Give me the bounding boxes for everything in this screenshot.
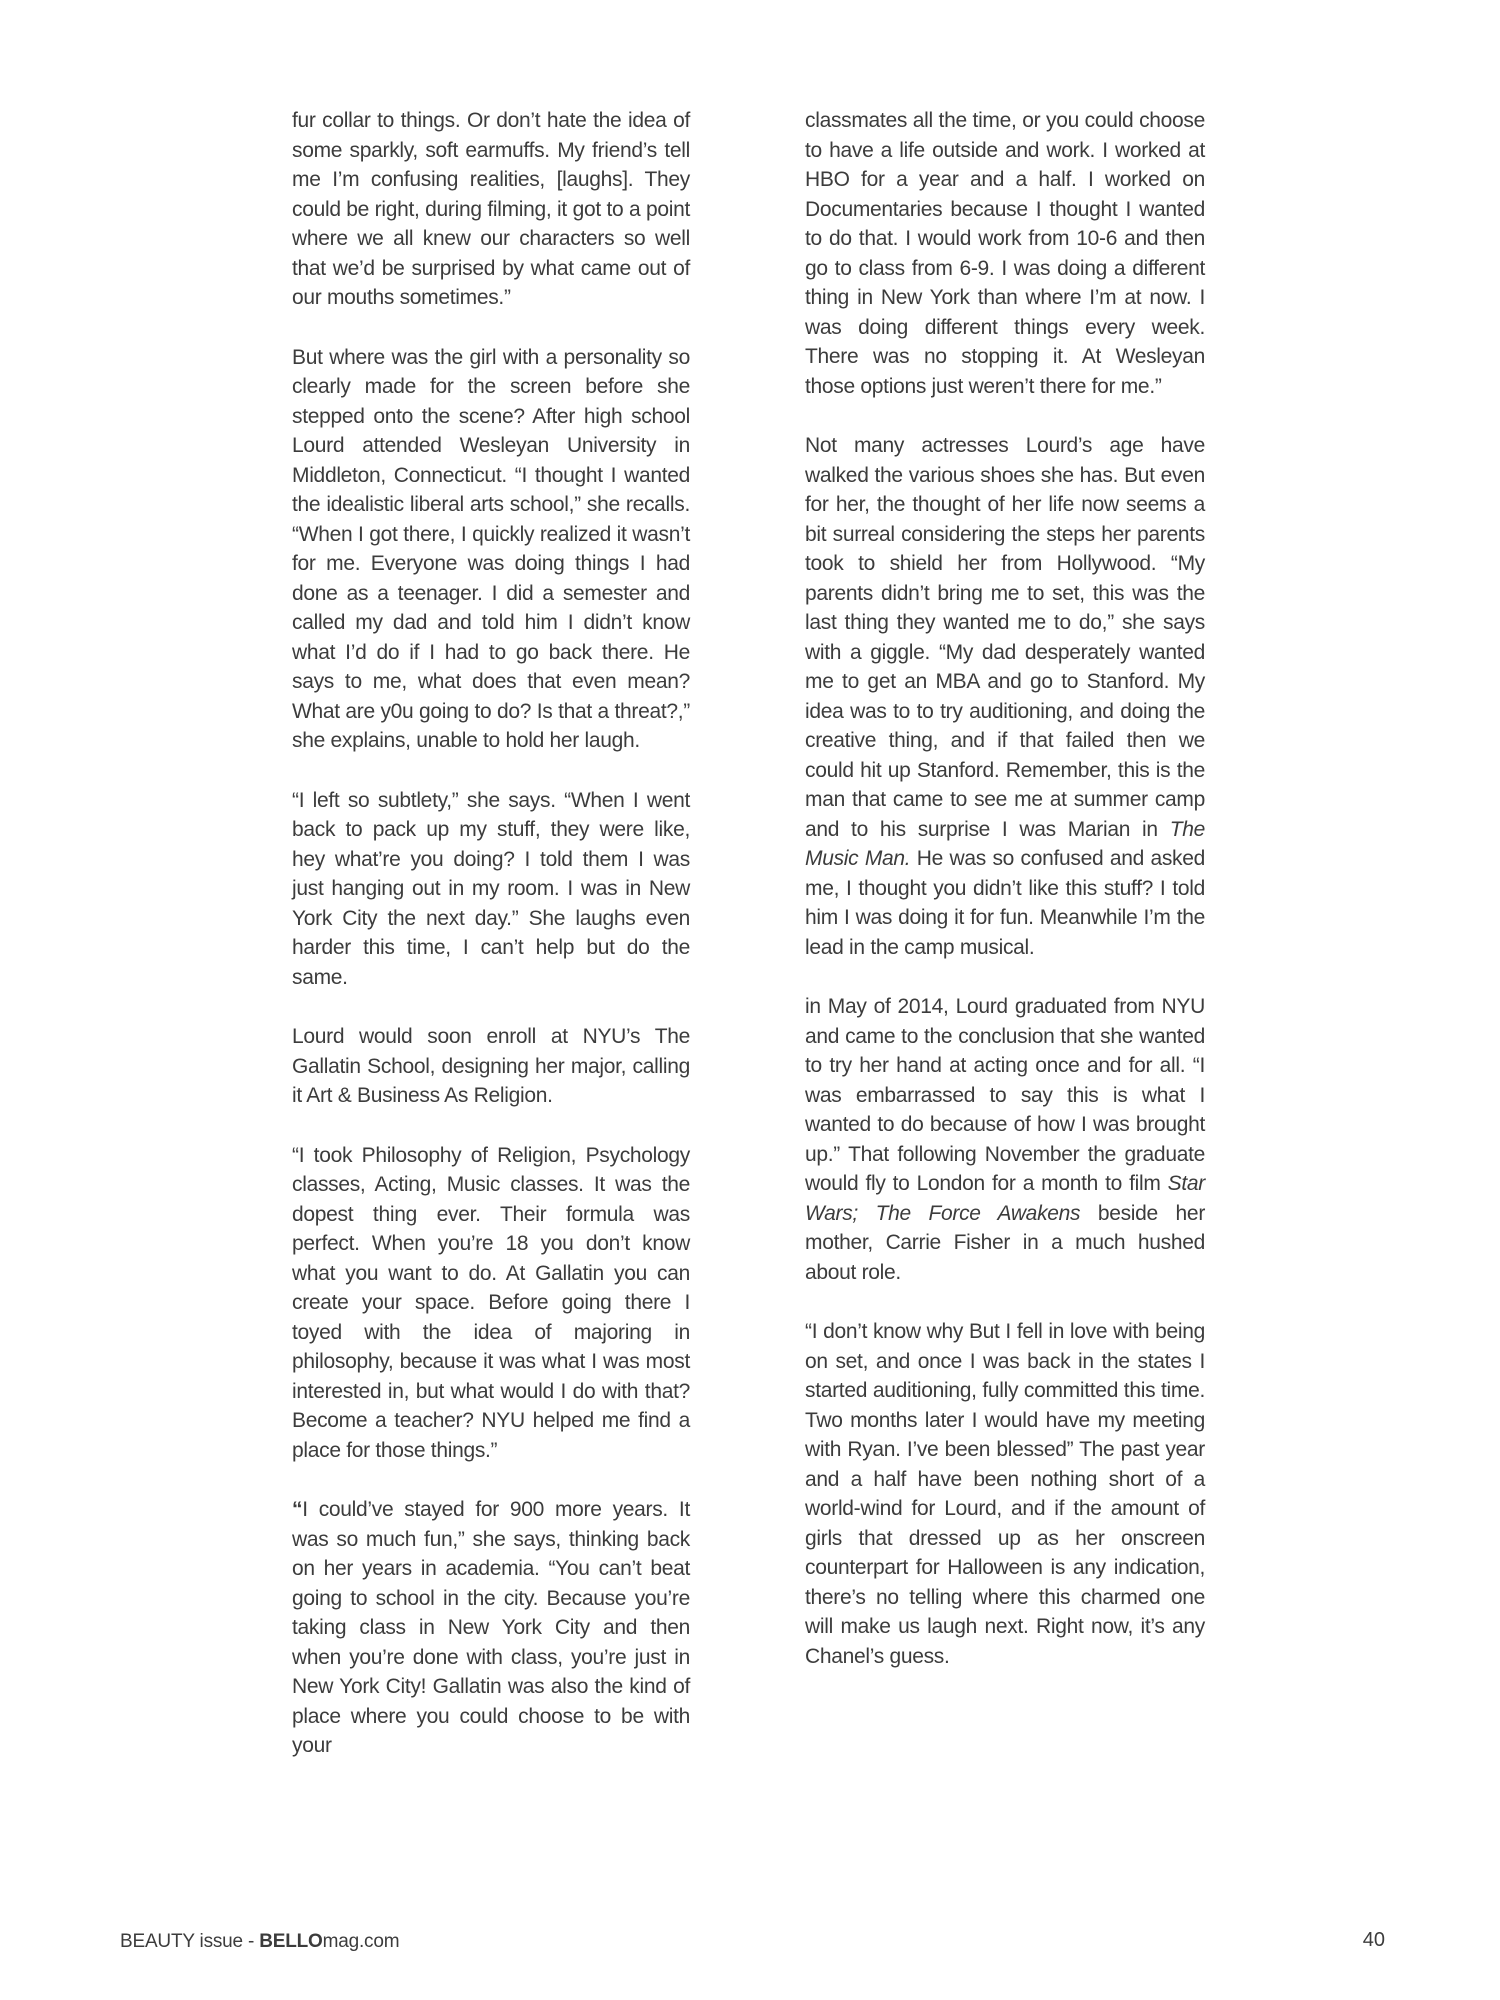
text-run: “I took Philosophy of Religion, Psychology classes, Acting, Music classes. It was the dopest thing ever. Their formula was perfect. When you’re 18 you don’t know what you want to do. At Gallatin you can create your space. Before going there I toyed with the idea of majoring in philosophy, because it was what I was most interested in, but what would I do with that? Become a teacher? NYU helped me find a place for those things.” bbox=[292, 1143, 690, 1462]
paragraph-right-4 bbox=[805, 1317, 1205, 1671]
text-run: I could’ve stayed for 900 more years. It was so much fun,” she says, thinking back on her years in academia. “You can’t beat going to school in the city. Because you’re taking class in New York City and then when you’re done with class, you’re just in New York City! Gallatin was also the kind of place where you could choose to be with your bbox=[292, 1498, 690, 1757]
magazine-credit bbox=[120, 1931, 399, 1953]
paragraph-right-1 bbox=[805, 106, 1205, 401]
right-text-column bbox=[805, 106, 1205, 1701]
paragraph-left-3 bbox=[292, 786, 690, 993]
paragraph-left-4 bbox=[292, 1022, 690, 1111]
paragraph-left-6 bbox=[292, 1495, 690, 1761]
text-run: Star Wars; The Force Awakens bbox=[805, 1172, 1205, 1225]
text-run: in May of 2014, Lourd graduated from NYU and came to the conclusion that she wanted to try her hand at acting once and for all. “I was embarrassed to say this is what I wanted to do because of how I was brought up.” That following November the graduate would fly to London for a month to film bbox=[805, 995, 1205, 1195]
paragraph-left-2 bbox=[292, 343, 690, 756]
text-run: classmates all the time, or you could choose to have a life outside and work. I worked at HBO for a year and a half. I worked on Documentaries because I thought I wanted to do that. I would work from 10-6 and then go to class from 6-9. I was doing a different thing in New York than where I’m at now. I was doing different things every week. There was no stopping it. At Wesleyan those options just weren’t there for me.” bbox=[805, 109, 1205, 398]
text-run: But where was the girl with a personality so clearly made for the screen before she stepped onto the scene? After high school Lourd attended Wesleyan University in Middleton, Connecticut. “I thought I wanted the idealistic liberal arts school,” she recalls. “When I got there, I quickly realized it wasn’t for me. Everyone was doing things I had done as a teenager. I did a semester and called my dad and told him I didn’t know what I’d do if I had to go back there. He says to me, what does that even mean? What are y0u going to do? Is that a threat?,” she explains, unable to hold her laugh. bbox=[292, 345, 690, 752]
text-run: “ bbox=[292, 1498, 303, 1521]
paragraph-right-2 bbox=[805, 431, 1205, 962]
magazine-logo-text: BELLO bbox=[259, 1931, 323, 1952]
text-run: He was so confused and asked me, I thought you didn’t like this stuff? I told him I was doing it for fun. Meanwhile I’m the lead in the camp musical. bbox=[805, 847, 1205, 959]
text-run: The Music Man. bbox=[805, 817, 1205, 870]
text-run: fur collar to things. Or don’t hate the idea of some sparkly, soft earmuffs. My friend’s tell me I’m confusing realities, [laughs]. They could be right, during filming, it got to a point where we all knew our characters so well that we’d be surprised by what came out of our mouths sometimes.” bbox=[292, 109, 690, 309]
issue-label: BEAUTY issue - bbox=[120, 1931, 260, 1952]
text-run: “I left so subtlety,” she says. “When I went back to pack up my stuff, they were like, hey what’re you doing? I told them I was just hanging out in my room. I was in New York City the next day.” She laughs even harder this time, I can’t help but do the same. bbox=[292, 788, 690, 989]
paragraph-right-3 bbox=[805, 992, 1205, 1287]
paragraph-left-1 bbox=[292, 106, 690, 313]
text-run: “I don’t know why But I fell in love with being on set, and once I was back in the states I started auditioning, fully committed this time. Two months later I would have my meeting with Ryan. I’ve been blessed” The past year and a half have been nothing short of a world-wind for Lourd, and if the amount of girls that dressed up as her onscreen counterpart for Halloween is any indication, there’s no telling where this charmed one will make us laugh next. Right now, it’s any Chanel’s guess. bbox=[805, 1320, 1205, 1668]
paragraph-left-5 bbox=[292, 1141, 690, 1466]
magazine-domain-suffix: mag.com bbox=[322, 1931, 400, 1952]
page-number: 40 bbox=[1362, 1929, 1385, 1951]
left-text-column bbox=[292, 106, 690, 1791]
text-run: Lourd would soon enroll at NYU’s The Gallatin School, designing her major, calling it Art & Business As Religion. bbox=[292, 1025, 690, 1107]
text-run: Not many actresses Lourd’s age have walked the various shoes she has. But even for her, the thought of her life now seems a bit surreal considering the steps her parents took to shield her from Hollywood. “My parents didn’t bring me to set, this was the last thing they wanted me to do,” she says with a giggle. “My dad desperately wanted me to get an MBA and go to Stanford. My idea was to to try auditioning, and doing the creative thing, and if that failed then we could hit up Stanford. Remember, this is the man that came to see me at summer camp and to his surprise I was Marian in bbox=[805, 434, 1205, 841]
text-run: beside her mother, Carrie Fisher in a much hushed about role. bbox=[805, 1201, 1206, 1284]
